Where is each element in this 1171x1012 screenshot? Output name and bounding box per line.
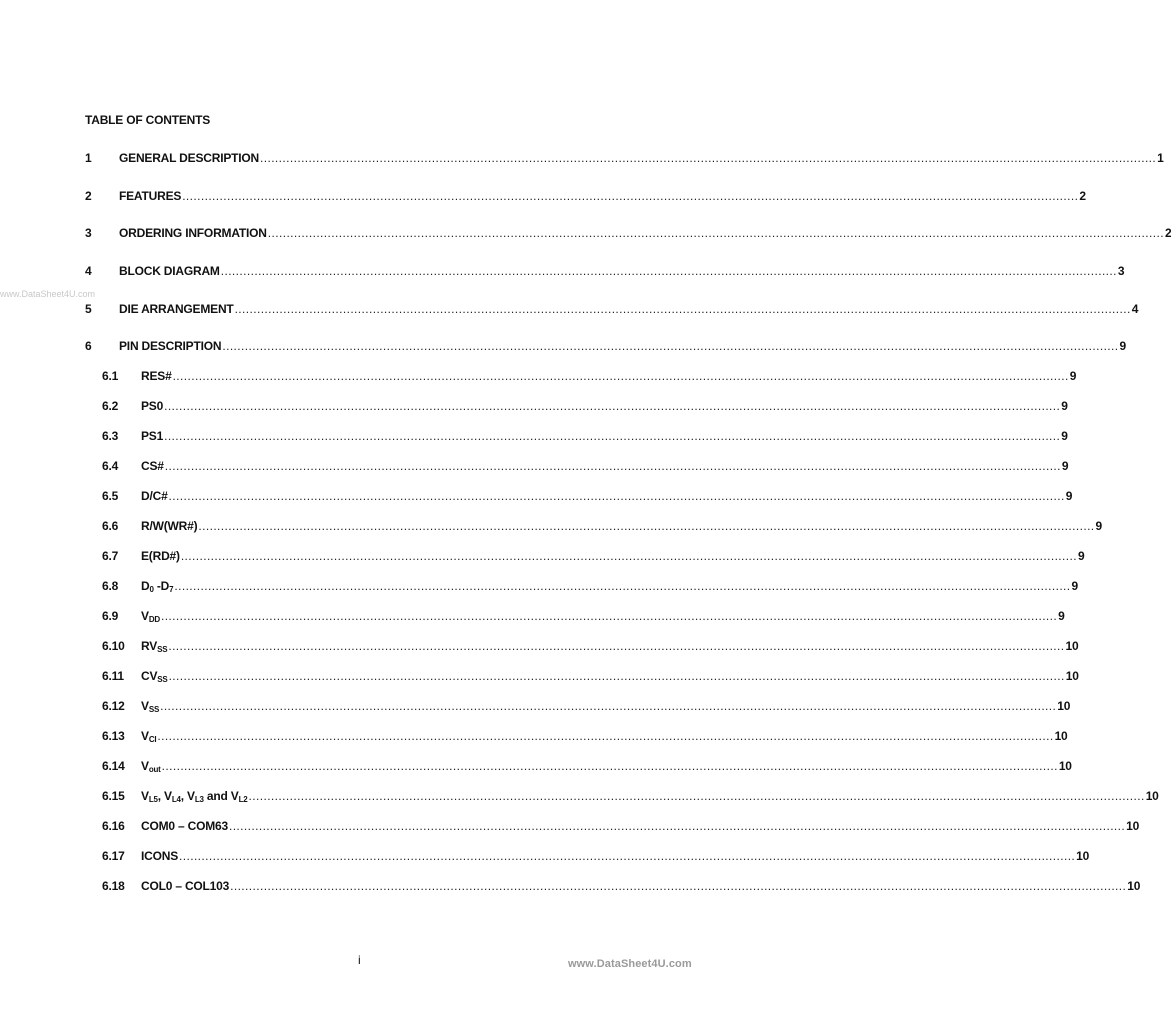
toc-entry-6-4[interactable] [0,459,1069,475]
toc-entry-number: 6.3 [102,429,119,443]
title-text: , V [180,789,195,803]
toc-entry-page: 10 [1126,819,1140,833]
title-text: V [141,759,149,773]
toc-entry-number: 6.12 [102,699,125,713]
toc-entry-title [141,669,168,683]
toc-entry-number: 6.6 [102,519,119,533]
toc-entry-page: 9 [1119,339,1126,353]
toc-leader-dots: ................................................................................................................................................................................................................................................ [160,609,1058,623]
title-text: CV [141,669,158,683]
toc-entry-title: ICONS [141,849,179,863]
title-text: RV [141,639,158,653]
toc-entry-title: PS0 [141,399,164,413]
toc-entry-6-5[interactable] [0,489,1073,505]
toc-entry-number: 6.15 [102,789,125,803]
toc-entry-title: GENERAL DESCRIPTION [119,151,259,165]
toc-entry-title [141,639,167,653]
toc-leader-dots: ................................................................................................................................................................................................................................................ [267,226,1164,240]
toc-entry-number: 3 [85,226,92,240]
title-subscript: SS [157,645,168,654]
toc-entry-title [141,729,156,743]
toc-entry-title: RES# [141,369,172,383]
toc-entry-number: 6.13 [102,729,125,743]
toc-entry-title [141,609,160,623]
toc-entry-6-8[interactable] [0,579,1079,595]
toc-entry-page: 9 [1069,369,1077,383]
toc-leader-dots: ................................................................................................................................................................................................................................................ [157,729,1054,743]
toc-entry-page: 10 [1145,789,1159,803]
toc-entry-number: 6.2 [102,399,119,413]
toc-leader-dots: ................................................................................................................................................................................................................................................ [164,399,1061,413]
toc-leader-dots: ................................................................................................................................................................................................................................................ [160,699,1057,713]
title-subscript: DD [148,615,160,624]
toc-entry-6[interactable] [0,339,1126,355]
toc-leader-dots: ................................................................................................................................................................................................................................................ [168,639,1065,653]
toc-leader-dots: ................................................................................................................................................................................................................................................ [168,669,1065,683]
toc-entry-3[interactable] [0,226,1171,242]
toc-entry-page: 10 [1065,639,1079,653]
toc-leader-dots: ................................................................................................................................................................................................................................................ [179,849,1076,863]
toc-entry-number: 5 [85,302,92,316]
toc-entry-page: 9 [1058,609,1065,623]
toc-entry-title: PS1 [141,429,164,443]
toc-entry-page: 10 [1057,699,1071,713]
toc-entry-1[interactable] [0,151,1164,167]
toc-entry-2[interactable] [0,189,1086,205]
toc-leader-dots: ................................................................................................................................................................................................................................................ [228,819,1126,833]
toc-entry-6-17[interactable] [0,849,1090,865]
title-text: D [141,579,150,593]
title-subscript: 7 [169,585,174,594]
toc-entry-6-2[interactable] [0,399,1068,415]
toc-entry-title [141,699,159,713]
toc-leader-dots: ................................................................................................................................................................................................................................................ [260,151,1157,165]
page-number: i [358,953,361,967]
toc-entry-title: FEATURES [119,189,182,203]
toc-entry-number: 6.1 [102,369,119,383]
toc-leader-dots: ................................................................................................................................................................................................................................................ [164,429,1061,443]
toc-entry-number: 2 [85,189,92,203]
toc-entry-page: 9 [1071,579,1079,593]
toc-entry-title: R/W(WR#) [141,519,198,533]
toc-leader-dots: ................................................................................................................................................................................................................................................ [161,759,1058,773]
toc-entry-6-3[interactable] [0,429,1068,445]
toc-leader-dots: ................................................................................................................................................................................................................................................ [234,302,1131,316]
toc-entry-title [141,579,173,593]
toc-entry-6-7[interactable] [0,549,1085,565]
toc-entry-title: ORDERING INFORMATION [119,226,267,240]
title-text: -D [153,579,170,593]
toc-entry-6-15[interactable] [0,789,1159,805]
toc-entry-6-13[interactable] [0,729,1068,745]
toc-leader-dots: ................................................................................................................................................................................................................................................ [174,579,1071,593]
toc-entry-number: 6.5 [102,489,119,503]
toc-entry-page: 10 [1058,759,1072,773]
toc-entry-page: 4 [1131,302,1139,316]
toc-entry-page: 1 [1157,151,1164,165]
title-subscript: L3 [194,795,204,804]
toc-leader-dots: ................................................................................................................................................................................................................................................ [198,519,1095,533]
toc-leader-dots: ................................................................................................................................................................................................................................................ [248,789,1145,803]
toc-entry-page: 2 [1164,226,1171,240]
toc-entry-page: 10 [1054,729,1068,743]
toc-leader-dots: ................................................................................................................................................................................................................................................ [230,879,1127,893]
title-subscript: L5 [148,795,158,804]
toc-leader-dots: ................................................................................................................................................................................................................................................ [220,264,1117,278]
title-subscript: SS [148,705,160,714]
toc-entry-title: COM0 – COM63 [141,819,228,833]
toc-entry-number: 6.18 [102,879,125,893]
toc-entry-6-11[interactable] [0,669,1079,685]
title-subscript: L4 [171,795,181,804]
toc-entry-page: 9 [1095,519,1103,533]
watermark-left: www.DataSheet4U.com [0,289,96,299]
toc-entry-number: 1 [85,151,92,165]
toc-entry-5[interactable] [0,302,1139,318]
toc-entry-page: 3 [1117,264,1125,278]
title-subscript: L2 [238,795,248,804]
toc-entry-page: 9 [1061,429,1068,443]
title-text: V [141,609,149,623]
title-text: and V [203,789,239,803]
title-subscript: out [148,765,161,774]
toc-entry-6-1[interactable] [0,369,1077,385]
title-text: V [141,699,149,713]
title-text: , V [157,789,172,803]
toc-entry-6-6[interactable] [0,519,1103,535]
title-subscript: CI [148,735,157,744]
toc-leader-dots: ................................................................................................................................................................................................................................................ [168,489,1065,503]
toc-entry-6-9[interactable] [0,609,1065,625]
toc-entry-title: PIN DESCRIPTION [119,339,222,353]
toc-entry-number: 6.9 [102,609,119,623]
toc-entry-title: DIE ARRANGEMENT [119,302,234,316]
toc-entry-page: 9 [1077,549,1085,563]
toc-entry-title: E(RD#) [141,549,180,563]
toc-entry-6-12[interactable] [0,699,1071,715]
toc-entry-number: 6.11 [102,669,124,683]
toc-entry-6-16[interactable] [0,819,1140,835]
toc-leader-dots: ................................................................................................................................................................................................................................................ [222,339,1119,353]
toc-entry-page: 2 [1079,189,1086,203]
toc-entry-6-18[interactable] [0,879,1141,895]
toc-entry-4[interactable] [0,264,1125,280]
title-subscript: SS [157,675,168,684]
toc-entry-page: 10 [1127,879,1141,893]
toc-leader-dots: ................................................................................................................................................................................................................................................ [180,549,1077,563]
toc-entry-number: 6.4 [102,459,119,473]
watermark-right: www.DataSheet4U.com [568,958,692,970]
toc-entry-title: CS# [141,459,164,473]
toc-entry-page: 10 [1065,669,1079,683]
toc-entry-6-10[interactable] [0,639,1079,655]
toc-leader-dots: ................................................................................................................................................................................................................................................ [182,189,1079,203]
toc-leader-dots: ................................................................................................................................................................................................................................................ [164,459,1061,473]
toc-entry-page: 9 [1061,459,1069,473]
toc-entry-number: 4 [85,264,92,278]
toc-entry-title: BLOCK DIAGRAM [119,264,220,278]
title-text: V [141,729,149,743]
toc-entry-number: 6.14 [102,759,125,773]
toc-entry-6-14[interactable] [0,759,1072,775]
toc-entry-number: 6.8 [102,579,119,593]
toc-heading: TABLE OF CONTENTS [85,113,211,127]
toc-entry-page: 9 [1065,489,1073,503]
toc-entry-number: 6.10 [102,639,125,653]
title-text: V [141,789,149,803]
toc-entry-title [141,789,248,803]
title-subscript: 0 [149,585,154,594]
toc-entry-title: COL0 – COL103 [141,879,230,893]
toc-entry-number: 6.16 [102,819,125,833]
toc-entry-page: 9 [1061,399,1068,413]
toc-entry-page: 10 [1076,849,1090,863]
toc-entry-number: 6.7 [102,549,119,563]
toc-leader-dots: ................................................................................................................................................................................................................................................ [172,369,1069,383]
toc-entry-number: 6.17 [102,849,125,863]
toc-entry-title [141,759,161,773]
toc-entry-title: D/C# [141,489,168,503]
toc-entry-number: 6 [85,339,92,353]
